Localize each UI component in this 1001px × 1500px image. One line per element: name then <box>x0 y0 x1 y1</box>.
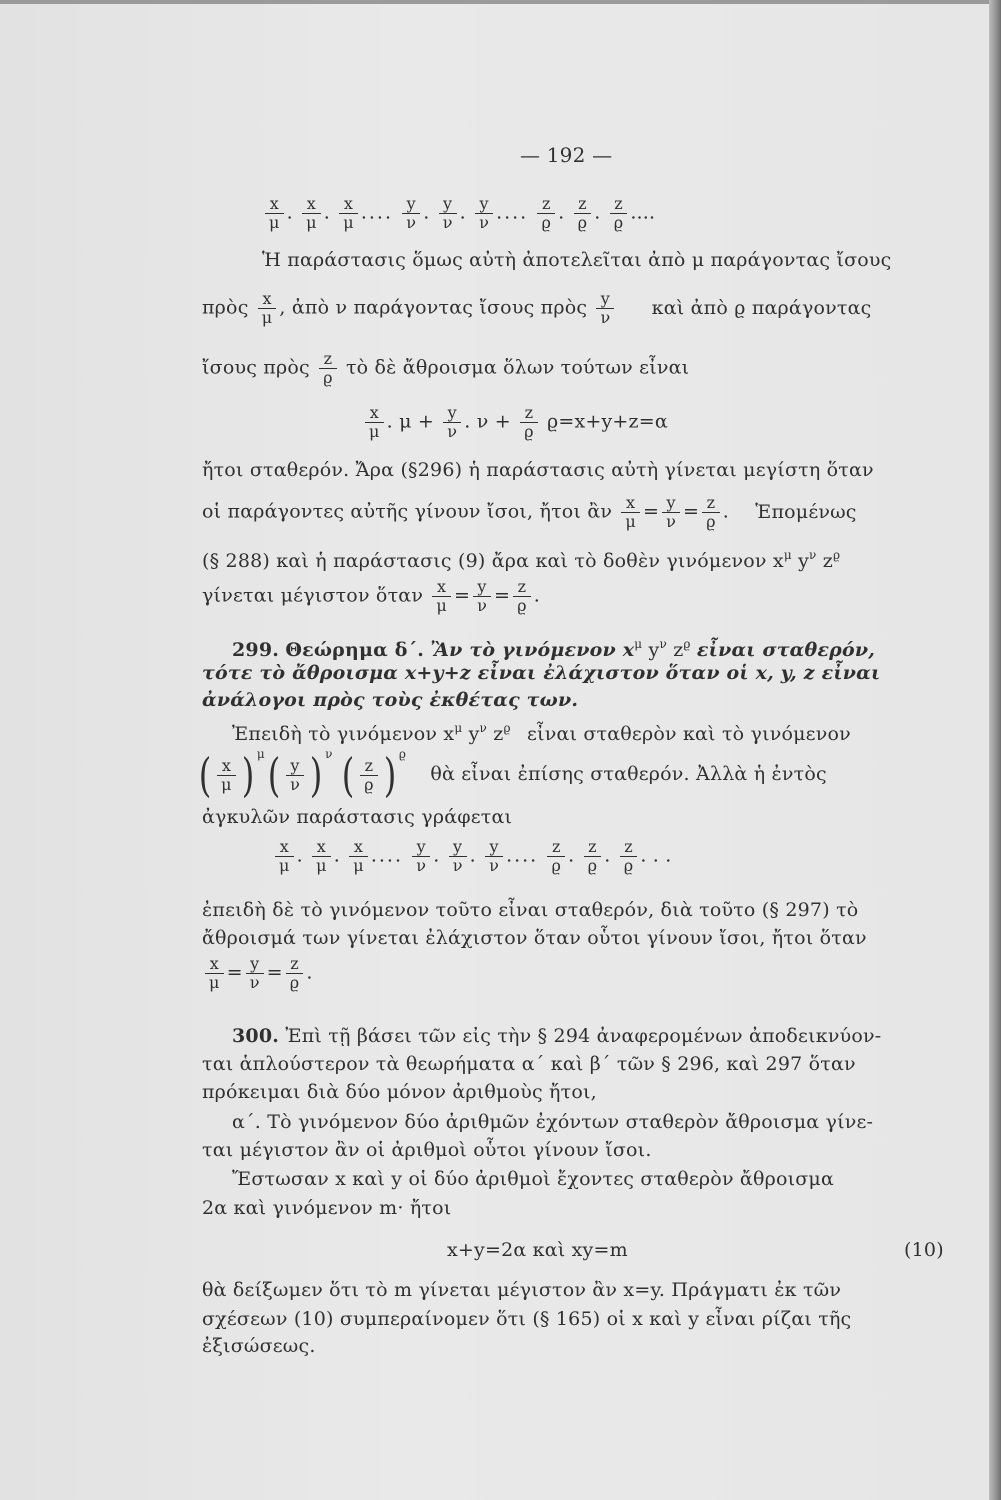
fraction: $\frac{x}{\mu}$ <box>302 195 321 232</box>
fraction: $\frac{x}{\mu}$ <box>265 195 284 232</box>
text-line: ἴσους πρὸς $\frac{z}{ϱ}$ τὸ δὲ ἄθροισμα ὅλων τούτων εἶναι <box>202 349 690 387</box>
text-line: 2α καὶ γινόμενον m· ἤτοι <box>202 1197 452 1219</box>
page-right-edge <box>989 0 1001 1500</box>
text-line: ἐπειδὴ δὲ τὸ γινόμενον τοῦτο εἶναι σταθερόν, διὰ τοῦτο (§ 297) τὸ <box>202 899 859 921</box>
section-300: 300. Ἐπὶ τῇ βάσει τῶν εἰς τὴν § 294 ἀναφερομένων ἀποδεικνύον- <box>232 1025 882 1047</box>
fraction: $\frac{x}{\mu}$ <box>349 838 368 875</box>
text-line: ἤτοι σταθερόν. Ἄρα (§296) ἡ παράστασις αὐτὴ γίνεται μεγίστη ὅταν <box>202 459 874 481</box>
text-line: ται ἁπλούστερον τὰ θεωρήματα α΄ καὶ β΄ τῶν § 296, καὶ 297 ὅταν <box>202 1053 856 1075</box>
text-line: θὰ δείξωμεν ὅτι τὸ m γίνεται μέγιστον ἂν x=y. Πράγματι ἐκ τῶν <box>202 1279 842 1301</box>
theorem-statement: τότε τὸ ἄθροισμα x+y+z εἶναι ἐλάχιστον ὅταν οἱ x, y, z εἶναι <box>202 662 881 684</box>
theorem-heading: 299. Θεώρημα δ΄. Ἂν τὸ γινόμενον $x^\mu$ $y^\nu$ $z^ϱ$ εἶναι σταθερόν, <box>232 637 876 661</box>
equation-10: x+y=2α καὶ xy=m <box>447 1239 628 1261</box>
text-line: Ἐπειδὴ τὸ γινόμενον $x^\mu$ $y^\nu$ $z^ϱ$ εἶναι σταθερὸν καὶ τὸ γινόμενον <box>232 721 851 745</box>
fraction: $\frac{y}{\nu}$ <box>246 955 264 992</box>
fraction: $\frac{y}{\nu}$ <box>485 838 503 875</box>
text-line: οἱ παράγοντες αὐτῆς γίνουν ἴσοι, ἤτοι ἂν $\frac{x}{\mu}$ = $\frac{y}{\nu}$ = $\frac{z}{ϱ}$ . Ἑπομένως <box>202 493 857 531</box>
sum-equation: $\frac{x}{\mu}$ . μ + $\frac{y}{\nu}$ . ν + $\frac{z}{ϱ}$ ϱ=x+y+z=α <box>362 404 668 441</box>
text-line: ἐξισώσεως. <box>202 1335 316 1357</box>
fraction: $\frac{y}{\nu}$ <box>443 404 461 441</box>
text-line: πρόκειμαι διὰ δύο μόνον ἀριθμοὺς ἤτοι, <box>202 1081 597 1103</box>
text-line: (§ 288) καὶ ἡ παράστασις (9) ἄρα καὶ τὸ δοθὲν γινόμενον $x^\mu$ $y^\nu$ $z^ϱ$ <box>202 548 841 572</box>
text-line: Ἡ παράστασις ὅμως αὐτὴ ἀποτελεῖται ἀπὸ μ παράγοντας ἴσους <box>262 249 892 271</box>
fraction: $\frac{z}{ϱ}$ <box>610 195 628 232</box>
fraction: $\frac{x}{\mu}$ <box>312 838 331 875</box>
fraction: $\frac{x}{\mu}$ <box>339 195 358 232</box>
fraction: $\frac{x}{\mu}$ <box>205 955 224 992</box>
text-line: ἀγκυλῶν παράστασις γράφεται <box>202 806 513 828</box>
text-line: πρὸς $\frac{x}{\mu}$ , ἀπὸ ν παράγοντας ἴσους πρὸς $\frac{y}{\nu}$ καὶ ἀπὸ ϱ παράγοντας <box>202 289 872 327</box>
fraction: $\frac{z}{ϱ}$ <box>702 494 720 531</box>
fraction: $\frac{z}{ϱ}$ <box>520 404 538 441</box>
page-top-edge <box>0 0 1001 4</box>
text-line: σχέσεων (10) συμπεραίνομεν ὅτι (§ 165) οἱ x καὶ y εἶναι ρίζαι τῆς <box>202 1308 852 1330</box>
page-number: — 192 — <box>520 143 613 167</box>
fraction: $\frac{y}{\nu}$ <box>286 757 304 794</box>
fraction: $\frac{z}{ϱ}$ <box>286 955 304 992</box>
powered-product: ( $\frac{x}{\mu}$ ) $^\mu$( $\frac{y}{\nu}$ ) $^\nu$ ( $\frac{z}{ϱ}$ ) $^ϱ$ θὰ εἶναι ἐπίσης σταθερόν. Ἀλλὰ ἡ ἐντὸς <box>198 747 827 802</box>
fraction: $\frac{y}{\nu}$ <box>412 838 430 875</box>
fraction: $\frac{z}{ϱ}$ <box>319 350 337 387</box>
fraction: $\frac{z}{ϱ}$ <box>547 838 565 875</box>
fraction: $\frac{y}{\nu}$ <box>473 578 491 615</box>
fraction: $\frac{z}{ϱ}$ <box>620 838 638 875</box>
text-line: ται μέγιστον ἂν οἱ ἀριθμοὶ οὗτοι γίνουν ἴσοι. <box>202 1139 652 1161</box>
fraction: $\frac{z}{ϱ}$ <box>574 195 592 232</box>
fraction: $\frac{y}{\nu}$ <box>402 195 420 232</box>
fraction: $\frac{z}{ϱ}$ <box>584 838 602 875</box>
fraction: $\frac{y}{\nu}$ <box>662 494 680 531</box>
text-line: α΄. Τὸ γινόμενον δύο ἀριθμῶν ἐχόντων σταθερὸν ἄθροισμα γίνε- <box>232 1111 874 1133</box>
fraction: $\frac{x}{\mu}$ <box>217 757 236 794</box>
ratio-equation: $\frac{x}{\mu}$ = $\frac{y}{\nu}$ = $\frac{z}{ϱ}$ . <box>202 955 313 992</box>
text-line: ἄθροισμά των γίνεται ἐλάχιστον ὅταν οὗτοι γίνουν ἴσοι, ἤτοι ὅταν <box>202 927 867 949</box>
fraction: $\frac{y}{\nu}$ <box>596 290 614 327</box>
fraction: $\frac{y}{\nu}$ <box>475 195 493 232</box>
text-line: γίνεται μέγιστον ὅταν $\frac{x}{\mu}$ = $\frac{y}{\nu}$ = $\frac{z}{ϱ}$ . <box>202 577 540 615</box>
theorem-statement: ἀνάλογοι πρὸς τοὺς ἐκθέτας των. <box>202 689 579 711</box>
fraction: $\frac{x}{\mu}$ <box>432 578 451 615</box>
fraction: $\frac{x}{\mu}$ <box>275 838 294 875</box>
fraction: $\frac{z}{ϱ}$ <box>537 195 555 232</box>
fraction: $\frac{z}{ϱ}$ <box>513 578 531 615</box>
product-expansion-1: $\frac{x}{\mu}$ . $\frac{x}{\mu}$ . $\frac{x}{\mu}$ .... $\frac{y}{\nu}$ . $\frac{y}{\nu}$ . $\frac{y}{\nu}$ .... $\frac{z}{ϱ}$ . $\frac{z}{ϱ}$ . $\frac{z}{ϱ}$ .... <box>262 195 655 232</box>
fraction: $\frac{x}{\mu}$ <box>621 494 640 531</box>
product-expansion-2: $\frac{x}{\mu}$ . $\frac{x}{\mu}$ . $\frac{x}{\mu}$ .... $\frac{y}{\nu}$ . $\frac{y}{\nu}$ . $\frac{y}{\nu}$ .... $\frac{z}{ϱ}$ . $\frac{z}{ϱ}$ . $\frac{z}{ϱ}$ . . . <box>272 838 672 875</box>
fraction: $\frac{x}{\mu}$ <box>258 290 277 327</box>
fraction: $\frac{z}{ϱ}$ <box>360 757 378 794</box>
equation-number: (10) <box>904 1239 944 1261</box>
fraction: $\frac{x}{\mu}$ <box>365 404 384 441</box>
text-line: Ἔστωσαν x καὶ y οἱ δύο ἀριθμοὶ ἔχοντες σταθερὸν ἄθροισμα <box>232 1168 835 1190</box>
fraction: $\frac{y}{\nu}$ <box>439 195 457 232</box>
fraction: $\frac{y}{\nu}$ <box>449 838 467 875</box>
